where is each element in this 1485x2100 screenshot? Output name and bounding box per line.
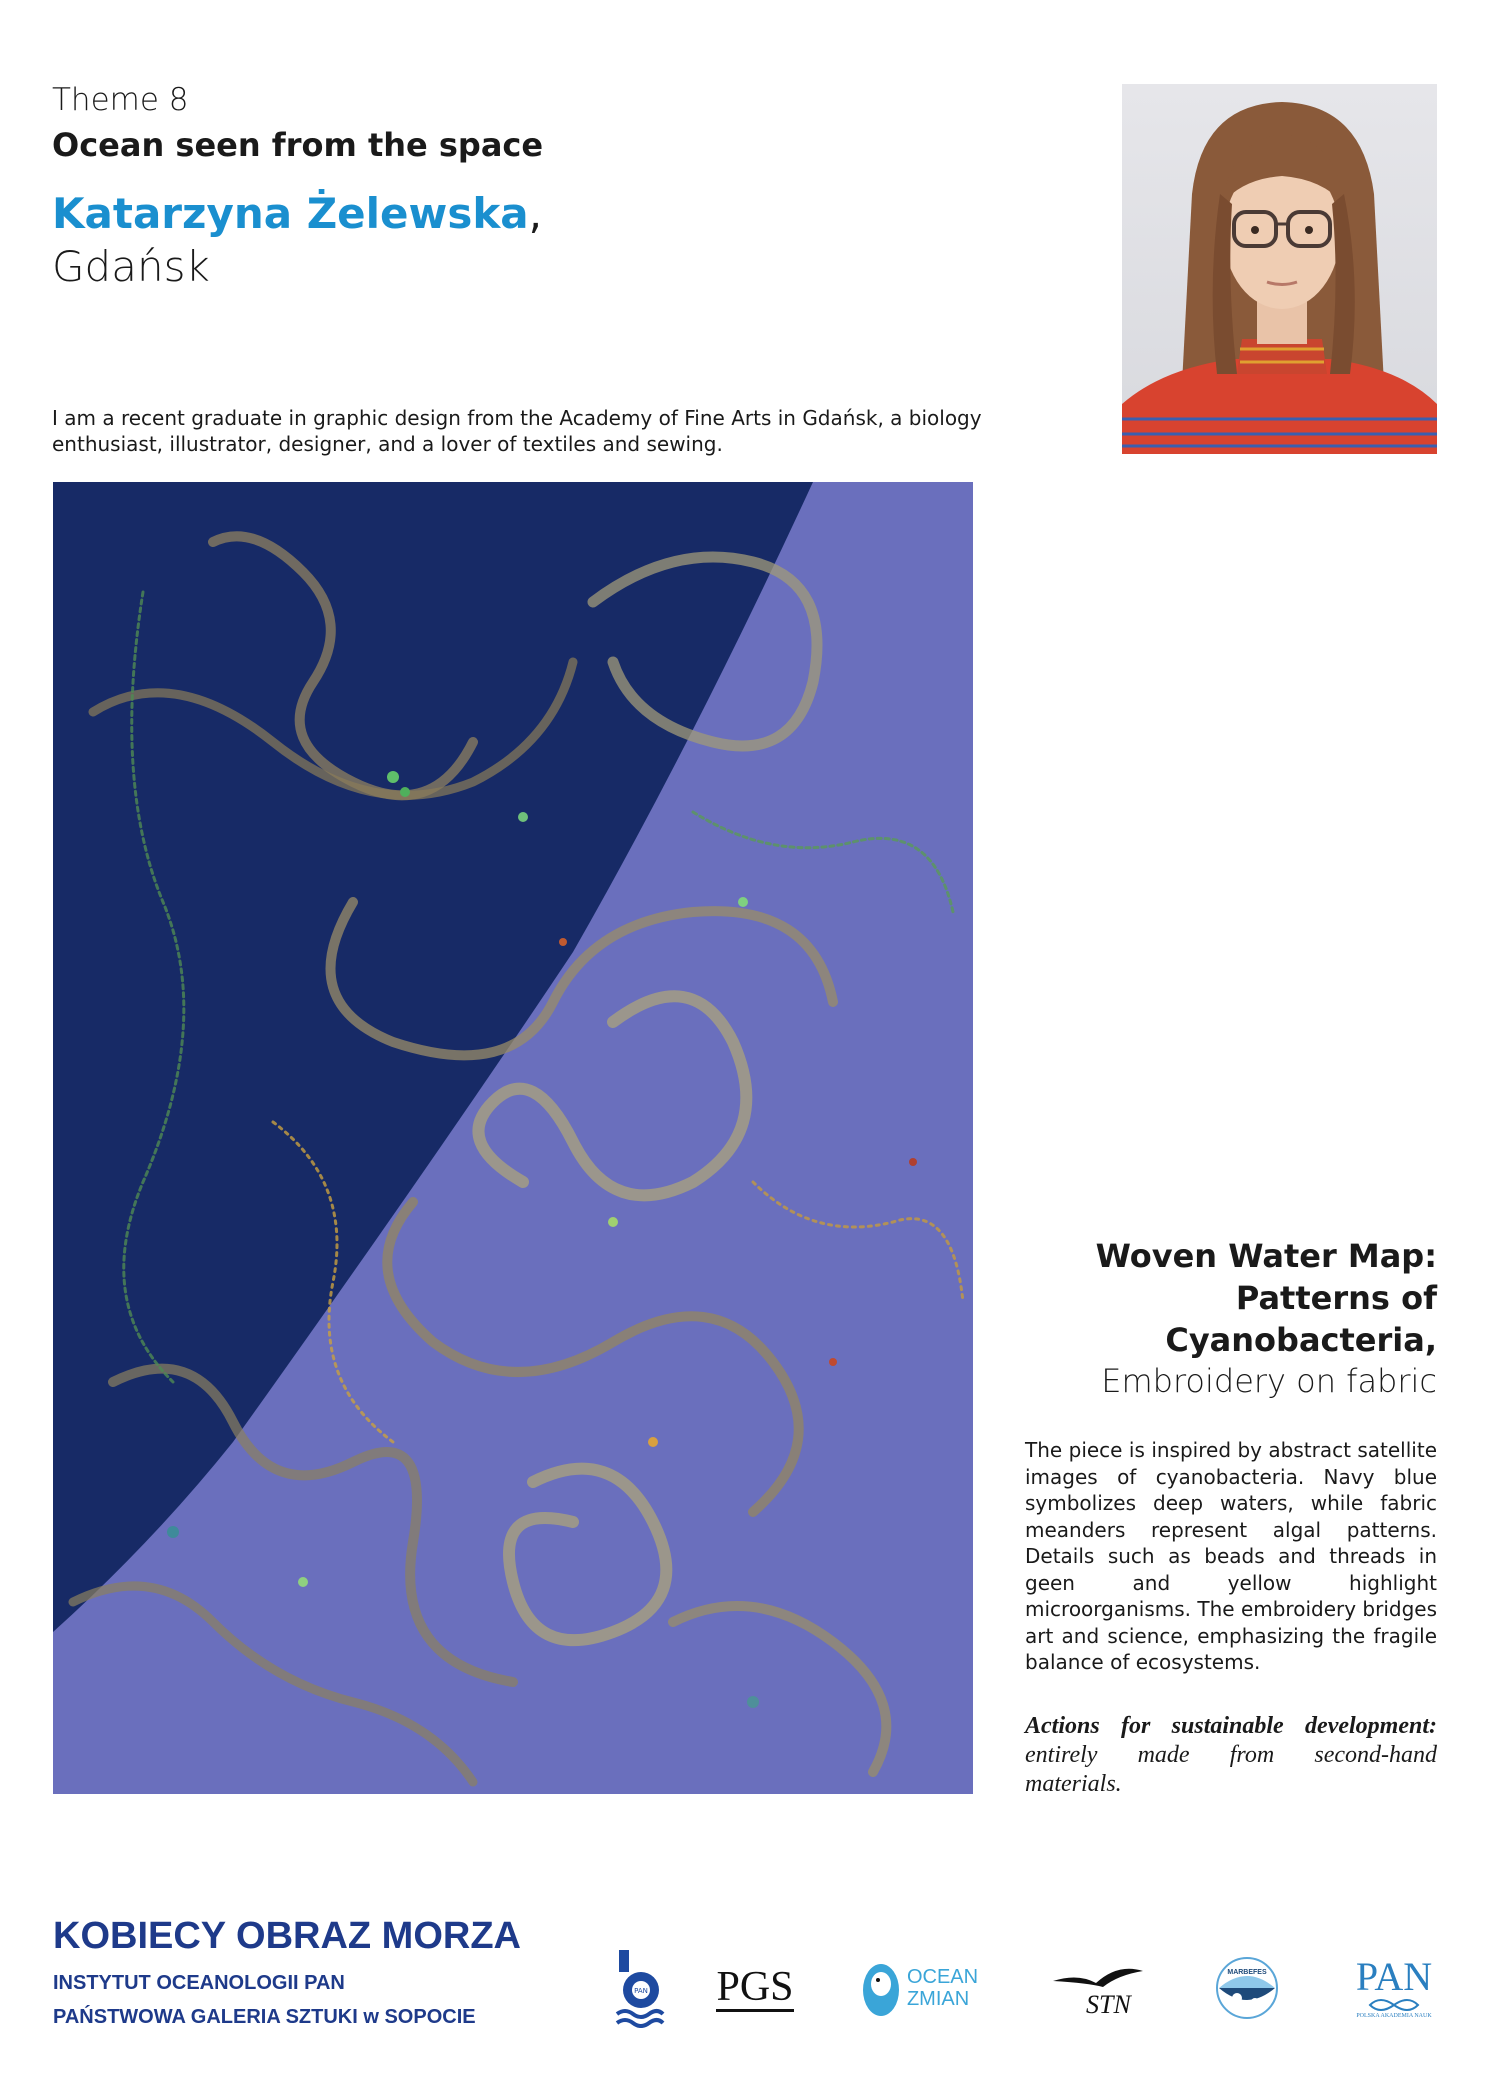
seal-icon — [861, 1958, 901, 2018]
artist-comma: , — [528, 189, 542, 238]
artist-portrait — [1122, 84, 1437, 454]
stn-logo — [1048, 1948, 1148, 2028]
pgs-logo-text: PGS — [716, 1963, 794, 2010]
artwork-description: The piece is inspired by abstract satellite images of cyanobacteria. Navy blue symbolizes deep waters, while fabric meanders represent algal patterns. Details such as beads and threads in geen and yellow highlight microorganisms. The embroidery bridges art and science, emphasizing the fragile balance of ecosystems. — [1025, 1438, 1438, 1674]
ocean-zmian-line1: OCEAN — [906, 1966, 979, 1988]
artwork-medium: Embroidery on fabric — [1101, 1362, 1437, 1400]
theme-title: Ocean seen from the space — [52, 126, 544, 164]
pgs-logo — [716, 1948, 794, 2028]
artist-bio: I am a recent graduate in graphic design from the Academy of Fine Arts in Gdańsk, a biology enthusiast, illustrator, designer, and a lover of textiles and sewing. — [52, 406, 982, 456]
pan-logo-text: PAN — [1355, 1954, 1433, 1999]
artwork-title-line: Cyanobacteria, — [1165, 1321, 1437, 1359]
artist-city: Gdańsk — [52, 242, 210, 291]
artwork-title — [1017, 1235, 1437, 1361]
footer-institute: INSTYTUT OCEANOLOGII PAN — [53, 1972, 345, 1994]
iopan-logo — [615, 1948, 665, 2028]
artist-line — [52, 188, 542, 240]
pan-logo-subtitle: POLSKA AKADEMIA NAUK — [1356, 2013, 1432, 2019]
sustainability-note — [1025, 1712, 1437, 1799]
footer-gallery: PAŃSTWOWA GALERIA SZTUKI w SOPOCIE — [53, 2006, 476, 2028]
sustainability-text: entirely made from second-hand materials. — [1025, 1742, 1437, 1797]
theme-label: Theme 8 — [52, 82, 189, 118]
ocean-zmian-logo — [852, 1948, 987, 2028]
bird-icon — [1053, 1969, 1143, 1987]
marbefes-logo — [1212, 1948, 1282, 2028]
stn-logo-text: STN — [1086, 1990, 1131, 2019]
ocean-zmian-line2: ZMIAN — [906, 1988, 970, 2010]
footer-title: KOBIECY OBRAZ MORZA — [53, 1915, 521, 1957]
pan-logo — [1348, 1948, 1440, 2028]
sustainability-heading: Actions for sustainable development: — [1025, 1713, 1437, 1739]
marbefes-logo-text: MARBEFES — [1227, 1969, 1267, 1976]
artist-name: Katarzyna Żelewska — [52, 189, 529, 238]
iopan-logo-text: PAN — [634, 1987, 648, 1995]
artwork-image — [53, 482, 973, 1794]
artwork-title-line: Patterns of — [1235, 1279, 1437, 1317]
infinity-icon — [1350, 1997, 1438, 2013]
artwork-title-line: Woven Water Map: — [1095, 1237, 1437, 1275]
